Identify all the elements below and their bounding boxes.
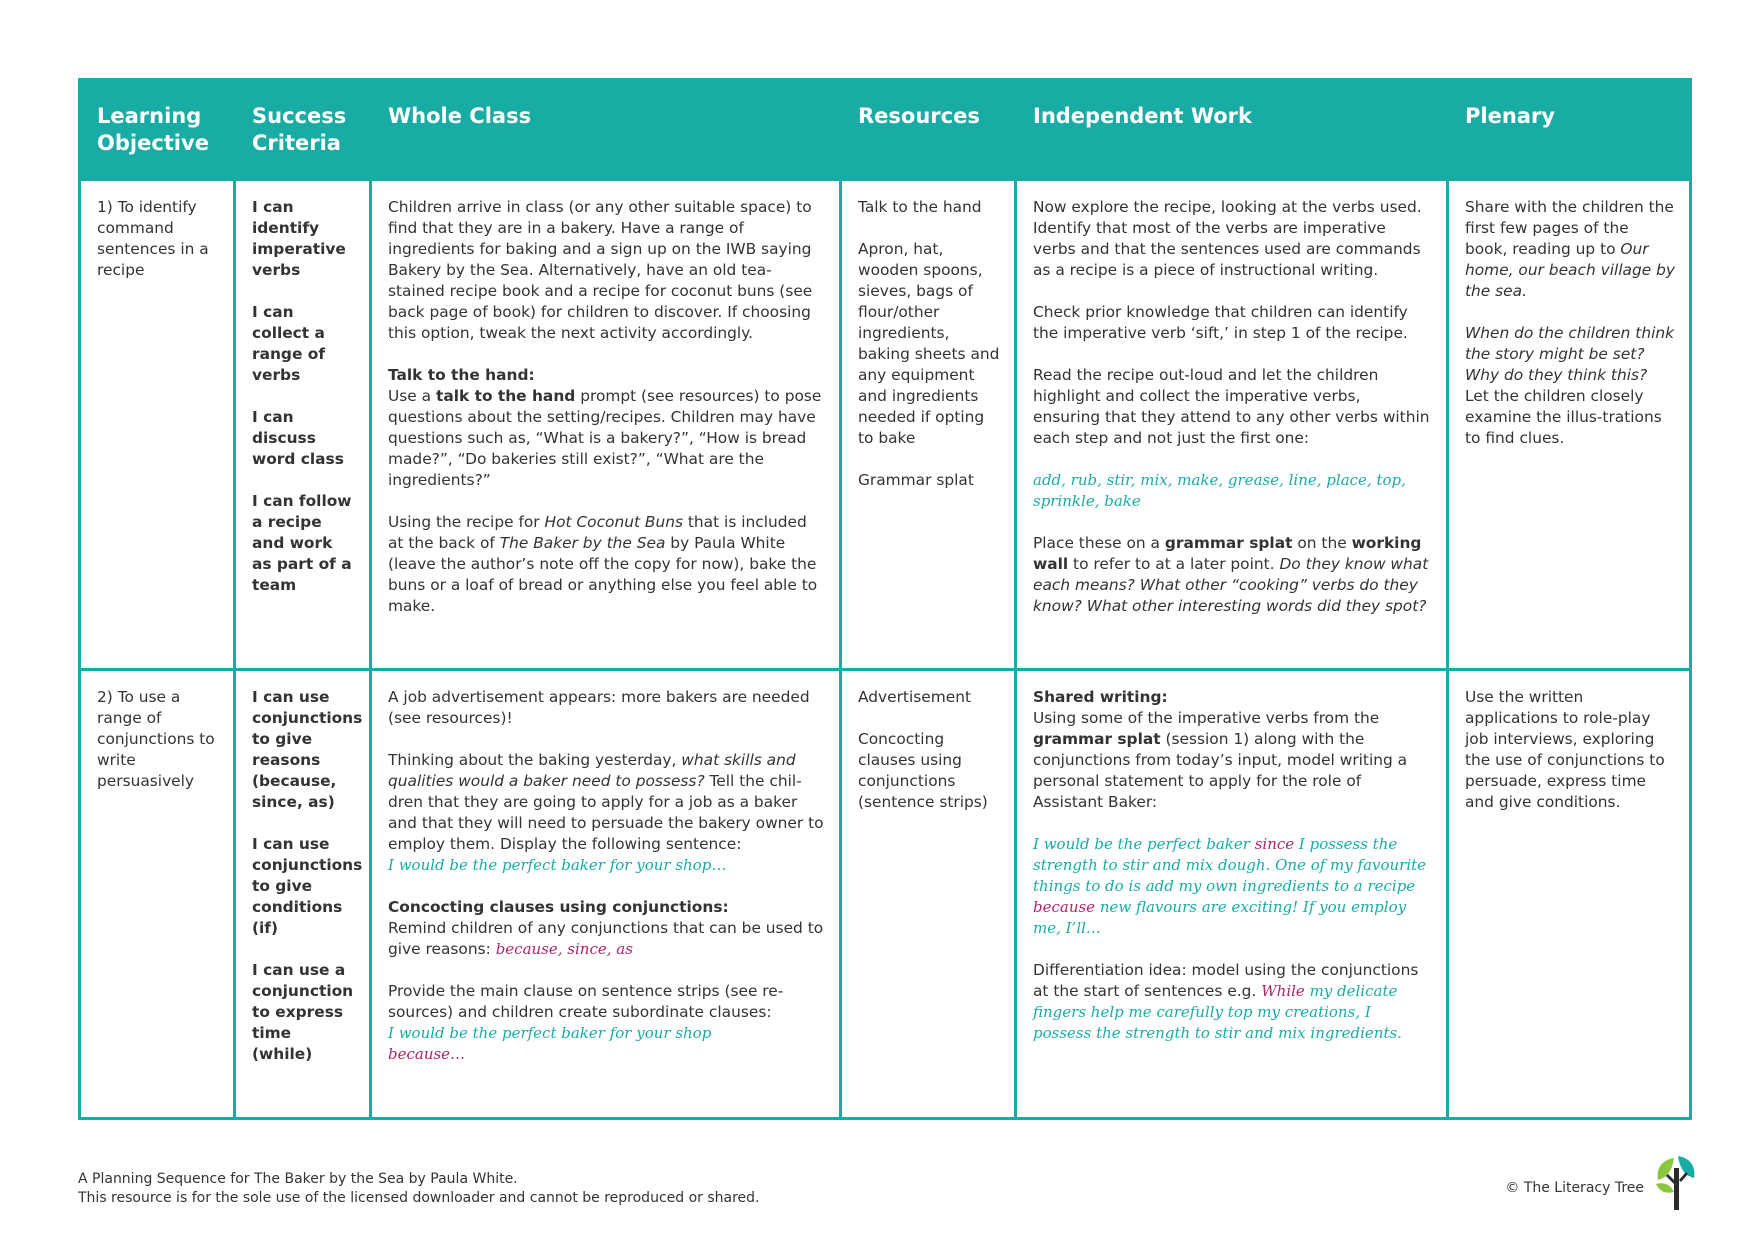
handwritten-sentence: I would be the perfect baker for your shop…	[388, 856, 727, 874]
text-run: that is included at the back of	[388, 513, 807, 552]
criterion: I can use a conjunction to express time (while)	[252, 961, 354, 1063]
criteria-cell	[235, 670, 371, 1119]
text-run: Share with the children the first few pages of the book, reading up to	[1465, 198, 1674, 258]
resource-item: Advertisement	[858, 688, 971, 706]
plenary-paragraph	[1465, 197, 1675, 302]
text-run: Let the children closely examine the illus-trations to find clues.	[1465, 387, 1662, 447]
text-run: Provide the main clause on sentence strips (see re-sources) and children create subordinate clauses:	[388, 982, 784, 1021]
text-run: I possess the strength to stir and mix dough. One of my favourite things to do is add my own ingredients to a recipe	[1033, 835, 1427, 895]
text-run: When do the children think the story might be set? Why do they think this?	[1465, 324, 1675, 384]
whole-class-cell	[371, 670, 841, 1119]
whole-class-paragraph: Children arrive in class (or any other suitable space) to find that they are in a bakery. Have a range of ingredients for baking and a sign up on the IWB saying Bakery by the Sea. Alternatively, have an old tea-stained recipe book and a recipe for coconut buns (see back page of book) for children to discover. If choosing this option, tweak the next activity accordingly.	[388, 198, 813, 342]
header-success-criteria: Success Criteria	[235, 80, 371, 180]
conjunction-list: because, since, as	[495, 940, 633, 958]
text-run: to refer to at a later point.	[1068, 555, 1280, 573]
objective-text: 1) To identify command sentences in a recipe	[97, 198, 209, 279]
handwritten-sentence: I would be the perfect baker for your shop	[388, 1024, 712, 1042]
header-learning-objective: Learning Objective	[80, 80, 235, 180]
plenary-paragraph: Use the written applications to role-play job interviews, exploring the use of conjunctions to persuade, express time and give conditions.	[1465, 688, 1665, 811]
independent-paragraph: Check prior knowledge that children can identify the imperative verb ‘sift,’ in step 1 of the recipe.	[1033, 303, 1408, 342]
session-row-2	[80, 670, 1691, 1119]
text-run: working wall	[1033, 534, 1422, 573]
header-plenary: Plenary	[1448, 80, 1691, 180]
text-run: I would be the perfect baker	[1033, 835, 1255, 853]
independent-work-cell	[1016, 670, 1448, 1119]
resources-cell	[841, 670, 1016, 1119]
tree-logo-icon	[1652, 1154, 1700, 1210]
whole-class-paragraph	[388, 512, 825, 617]
independent-paragraph	[1033, 687, 1432, 813]
text-run: new flavours are exciting! If you employ me, I’ll…	[1033, 898, 1407, 937]
criterion: I can use conjunctions to give conditions (if)	[252, 835, 363, 937]
independent-work-cell	[1016, 180, 1448, 670]
resource-item: Apron, hat, wooden spoons, sieves, bags of flour/other ingredients, baking sheets and any equipment and ingredients needed if opting to bake	[858, 240, 1000, 447]
verb-list: add, rub, stir, mix, make, grease, line, place, top, sprinkle, bake	[1033, 471, 1406, 510]
whole-class-paragraph	[388, 897, 825, 960]
objective-cell	[80, 180, 235, 670]
objective-cell	[80, 670, 235, 1119]
resource-item: Talk to the hand	[858, 198, 982, 216]
plenary-paragraph	[1465, 323, 1675, 449]
whole-class-paragraph: A job advertisement appears: more bakers are needed (see resources)!	[388, 688, 810, 727]
header-whole-class: Whole Class	[371, 80, 841, 180]
header-row	[80, 80, 1691, 180]
whole-class-cell	[371, 180, 841, 670]
criteria-cell	[235, 180, 371, 670]
independent-paragraph: Read the recipe out-loud and let the children highlight and collect the imperative verbs, ensuring that they attend to any other verbs within each step and not just the first one:	[1033, 366, 1430, 447]
criterion: I can use conjunctions to give reasons (because, since, as)	[252, 688, 363, 811]
resource-item: Grammar splat	[858, 471, 974, 489]
text-run: Tell the chil-dren that they are going to apply for a job as a baker and that they will need to persuade the bakery owner to employ them. Display the following sentence:	[388, 772, 824, 853]
footer-licence: This resource is for the sole use of the licensed downloader and cannot be reproduced or shared.	[78, 1190, 760, 1206]
resources-cell	[841, 180, 1016, 670]
subheading: Concocting clauses using conjunctions:	[388, 898, 729, 916]
conjunction-word: since	[1254, 835, 1295, 853]
text-run: The Baker by the Sea	[499, 534, 666, 552]
text-run: (session 1) along with the conjunctions from today’s input, model writing a personal statement to apply for the role of Assistant Baker:	[1033, 730, 1408, 811]
header-independent-work: Independent Work	[1016, 80, 1448, 180]
model-statement	[1033, 834, 1432, 939]
whole-class-paragraph	[388, 365, 825, 491]
independent-paragraph	[1033, 960, 1432, 1044]
session-row-1	[80, 180, 1691, 670]
independent-paragraph: Now explore the recipe, looking at the verbs used. Identify that most of the verbs are imperative verbs and that the sentences used are commands as a recipe is a piece of instructional writing.	[1033, 198, 1422, 279]
text-run: what skills and qualities would a baker need to possess?	[388, 751, 796, 790]
resource-item: Concocting clauses using conjunctions (sentence strips)	[858, 730, 988, 811]
criterion: I can collect a range of verbs	[252, 303, 326, 384]
text-run: grammar splat	[1164, 534, 1293, 552]
conjunction-word: because…	[388, 1045, 466, 1063]
handwritten-sentence: my delicate fingers help me carefully top my creations, I possess the strength to stir and mix ingredients.	[1033, 982, 1402, 1042]
planning-table	[78, 78, 1692, 1120]
copyright-text: © The Literacy Tree	[1505, 1180, 1644, 1196]
objective-text: 2) To use a range of conjunctions to write persuasively	[97, 688, 215, 790]
plenary-cell	[1448, 180, 1691, 670]
footer-title: A Planning Sequence for The Baker by the Sea by Paula White.	[78, 1171, 518, 1187]
text-run: Our home, our beach village by the sea.	[1465, 240, 1675, 300]
text-run: on the	[1292, 534, 1352, 552]
text-run: Using some of the imperative verbs from the	[1033, 709, 1380, 727]
subheading: Talk to the hand:	[388, 366, 535, 384]
criterion: I can discuss word class	[252, 408, 344, 468]
header-resources: Resources	[841, 80, 1016, 180]
text-run: Using the recipe for	[388, 513, 545, 531]
whole-class-paragraph	[388, 981, 825, 1065]
text-run: Do they know what each means? What other “cooking” verbs do they know? What other interesting words did they spot?	[1033, 555, 1429, 615]
text-run: by Paula White (leave the author’s note off the copy for now), bake the buns or a loaf of bread or anything else you feel able to make.	[388, 534, 818, 615]
conjunction-word: because	[1033, 898, 1096, 916]
independent-paragraph	[1033, 533, 1432, 617]
whole-class-paragraph	[388, 750, 825, 876]
text-run: talk to the hand	[435, 387, 576, 405]
criterion: I can follow a recipe and work as part of a team	[252, 492, 352, 594]
text-run: Thinking about the baking yesterday,	[388, 751, 682, 769]
conjunction-word: While	[1261, 982, 1305, 1000]
text-run: Hot Coconut Buns	[544, 513, 683, 531]
plenary-cell	[1448, 670, 1691, 1119]
footer-notice	[78, 1170, 760, 1208]
text-run: Differentiation idea: model using the conjunctions at the start of sentences e.g.	[1033, 961, 1419, 1000]
text-run: Place these on a	[1033, 534, 1165, 552]
criterion: I can identify imperative verbs	[252, 198, 346, 279]
text-run: prompt (see resources) to pose questions about the setting/recipes. Children may have questions such as, “What is a bakery?”, “How is bread made?”, “Do bakeries still exist?”, “What are the ingredients?”	[388, 387, 822, 489]
text-run: Use a	[388, 387, 436, 405]
text-run: grammar splat	[1033, 730, 1161, 748]
subheading: Shared writing:	[1033, 688, 1168, 706]
text-run: Remind children of any conjunctions that can be used to give reasons:	[388, 919, 824, 958]
